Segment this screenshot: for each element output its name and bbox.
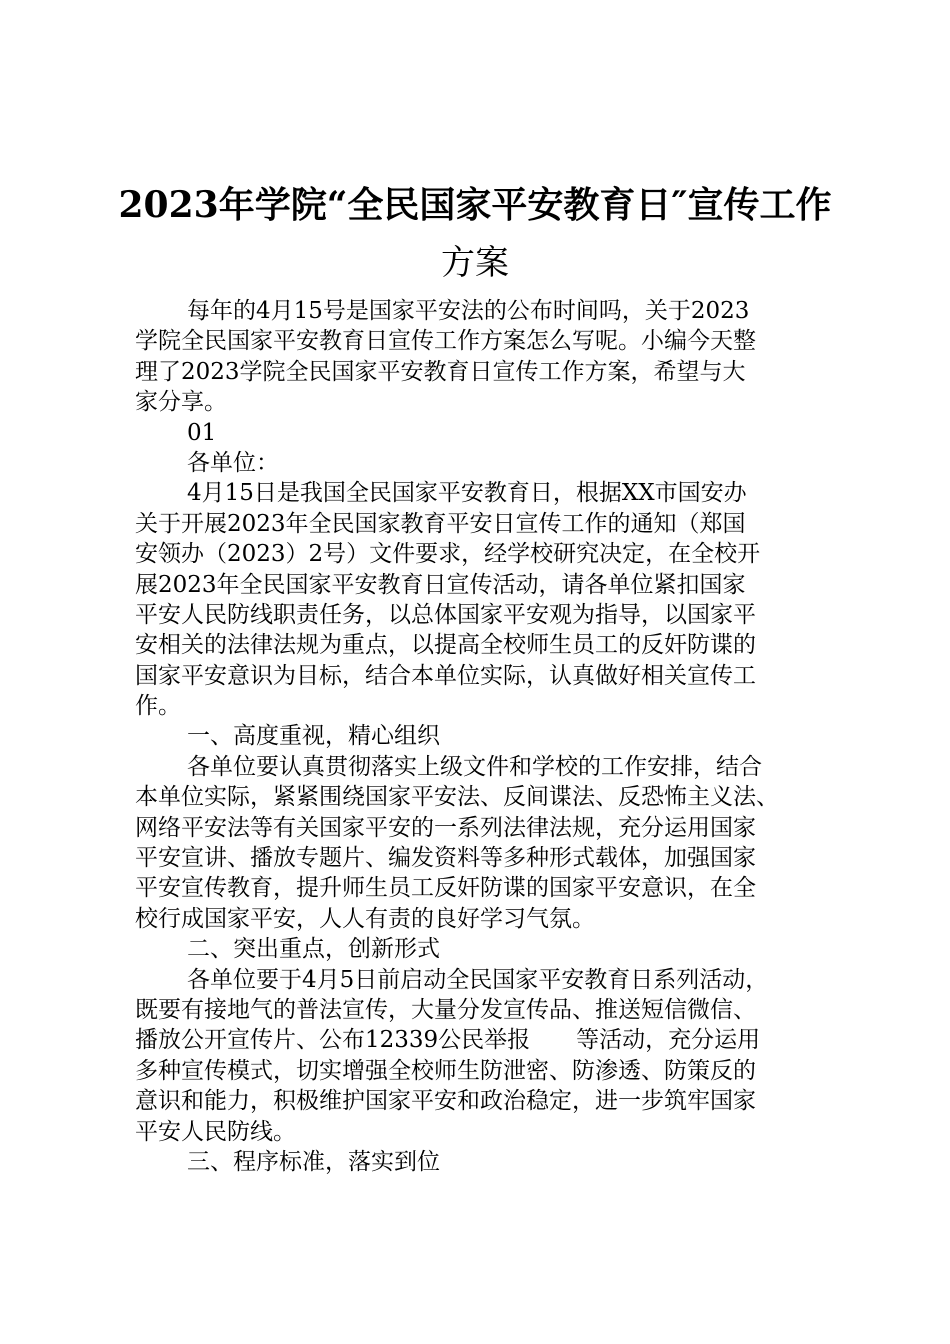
body-line: 意识和能力，积极维护国家平安和政治稳定，进一步筑牢国家: [135, 1088, 756, 1115]
body-line: 播放公开宣传片、公布12339公民举报 等活动，充分运用: [135, 1027, 761, 1054]
body-line: 平安宣讲、播放专题片、编发资料等多种形式载体，加强国家: [135, 845, 756, 872]
section-heading: 一、高度重视，精心组织: [187, 723, 440, 750]
body-line: 本单位实际，紧紧围绕国家平安法、反间谍法、反恐怖主义法、: [135, 784, 779, 811]
body-line: 平安宣传教育，提升师生员工反奸防谍的国家平安意识，在全: [135, 875, 756, 902]
body-line: 安相关的法律法规为重点，以提高全校师生员工的反奸防谍的: [135, 632, 756, 659]
body-line: 学院全民国家平安教育日宣传工作方案怎么写呢。小编今天整: [135, 328, 756, 355]
body-line: 平安人民防线。: [135, 1118, 296, 1145]
body-line: 作。: [135, 693, 181, 720]
body-line: 各单位要认真贯彻落实上级文件和学校的工作安排，结合: [187, 753, 762, 780]
section-heading: 二、突出重点，创新形式: [187, 936, 440, 963]
body-line: 家分享。: [135, 389, 227, 416]
document-title-line-2: 方案: [441, 243, 509, 283]
body-line: 展2023年全民国家平安教育日宣传活动，请各单位紧扣国家: [135, 571, 746, 598]
body-line: 理了2023学院全民国家平安教育日宣传工作方案，希望与大: [135, 358, 746, 385]
body-line: 多种宣传模式，切实增强全校师生防泄密、防渗透、防策反的: [135, 1057, 756, 1084]
body-line: 校行成国家平安，人人有责的良好学习气氛。: [135, 905, 595, 932]
body-line: 关于开展2023年全民国家教育平安日宣传工作的通知（郑国: [135, 510, 746, 537]
body-line: 各单位：: [187, 449, 279, 476]
body-line: 安领办（2023）2号）文件要求，经学校研究决定，在全校开: [135, 541, 761, 568]
body-line: 既要有接地气的普法宣传，大量分发宣传品、推送短信微信、: [135, 996, 756, 1023]
section-heading: 三、程序标准，落实到位: [187, 1148, 440, 1175]
body-line: 每年的4月15号是国家平安法的公布时间吗，关于2023: [187, 298, 750, 324]
body-line: 各单位要于4月5日前启动全民国家平安教育日系列活动，: [187, 966, 769, 993]
document-title-line-1: 2023年学院“全民国家平安教育日″宣传工作: [118, 184, 832, 226]
body-line: 01: [187, 419, 217, 446]
document-body: [135, 296, 835, 1177]
body-line: 网络平安法等有关国家平安的一系列法律法规，充分运用国家: [135, 814, 756, 841]
body-line: 平安人民防线职责任务，以总体国家平安观为指导，以国家平: [135, 601, 756, 628]
body-line: 国家平安意识为目标，结合本单位实际，认真做好相关宣传工: [135, 662, 756, 689]
body-line: 4月15日是我国全民国家平安教育日，根据XX市国安办: [187, 480, 747, 507]
